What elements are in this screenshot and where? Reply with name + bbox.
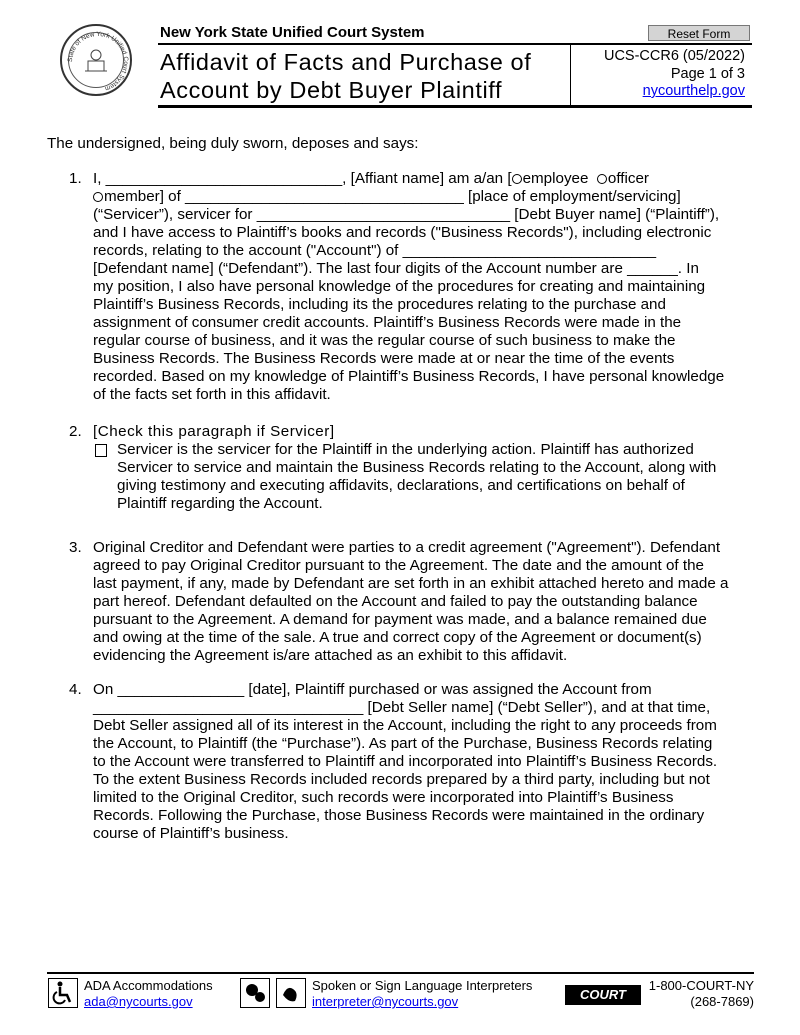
p3-line: agreed to pay Original Creditor pursuant to the Agreement. The date and the amount of the bbox=[93, 557, 704, 574]
wheelchair-icon bbox=[48, 978, 78, 1008]
header-rule-top bbox=[158, 43, 752, 45]
form-info bbox=[604, 48, 745, 101]
footer-rule bbox=[47, 972, 754, 974]
p2-line: Servicer is the servicer for the Plaintiff in the underlying action. Plaintiff has authorized bbox=[117, 441, 694, 458]
paragraph-4 bbox=[69, 681, 754, 843]
p1-line: my position, I also have personal knowledge of the procedures for creating and maintaining bbox=[93, 278, 706, 295]
p3-line: Original Creditor and Defendant were parties to a credit agreement ("Agreement"). Defendant bbox=[93, 539, 721, 556]
title-line-1: Affidavit of Facts and Purchase of bbox=[160, 49, 532, 75]
intro-text: The undersigned, being duly sworn, deposes and says: bbox=[47, 135, 419, 152]
p4-line: On _______________ [date], Plaintiff purchased or was assigned the Account from bbox=[93, 681, 652, 698]
ada-email-link[interactable]: ada@nycourts.gov bbox=[84, 994, 193, 1009]
phone-block bbox=[649, 978, 754, 1010]
paragraph-number: 1. bbox=[69, 170, 82, 187]
p3-line: part hereof. Defendant defaulted on the Account and failed to pay the outstanding balance bbox=[93, 593, 698, 610]
paragraph-number: 2. bbox=[69, 423, 82, 440]
interpreter-email-link[interactable]: interpreter@nycourts.gov bbox=[312, 994, 459, 1009]
servicer-checkbox[interactable] bbox=[95, 444, 107, 457]
p1-line: I, ____________________________, [Affiant name] am a/an [ bbox=[93, 170, 512, 187]
p1-line: _________________________________ [place of employment/servicing] bbox=[185, 188, 681, 205]
reset-form-button[interactable]: Reset Form bbox=[648, 25, 750, 41]
paragraph-2 bbox=[69, 423, 754, 513]
p1-line: [Defendant name] (“Defendant”). The last four digits of the Account number are ______. In bbox=[93, 260, 699, 277]
header-rule-bottom bbox=[158, 105, 752, 108]
p2-line: Plaintiff regarding the Account. bbox=[117, 495, 323, 512]
interpreter-icon bbox=[240, 978, 270, 1008]
p4-line: Debt Seller assigned all of its interest in the Account, including the right to any proceeds from bbox=[93, 717, 717, 734]
p2-line: giving testimony and executing affidavits, declarations, and certifications on behalf of bbox=[117, 477, 685, 494]
sign-language-icon bbox=[276, 978, 306, 1008]
ada-block bbox=[84, 978, 213, 1010]
employee-label: employee bbox=[522, 170, 589, 187]
member-radio[interactable] bbox=[93, 192, 103, 202]
p1-line: records, relating to the account ("Account") of ______________________________ bbox=[93, 242, 657, 259]
p1-line: of the facts set forth in this affidavit. bbox=[93, 386, 331, 403]
svg-text:State of New York Unified Cour bbox=[67, 31, 129, 92]
paragraph-number: 3. bbox=[69, 539, 82, 556]
form-number: UCS-CCR6 (05/2022) bbox=[603, 48, 745, 64]
courthelp-logo: COURT Help bbox=[565, 985, 641, 1005]
p4-line: To the extent Business Records included records prepared by a third party, including but not bbox=[93, 771, 710, 788]
p1-line: assignment of consumer credit accounts. Plaintiff’s Business Records were made in the bbox=[93, 314, 682, 331]
p3-line: and owing at the time of the sale. A true and correct copy of the Agreement or document(s) bbox=[93, 629, 702, 646]
website-link[interactable]: nycourthelp.gov bbox=[642, 83, 745, 99]
p2-line: Servicer to service and maintain the Business Records relating to the Account, along with bbox=[117, 459, 717, 476]
employee-radio[interactable] bbox=[512, 174, 522, 184]
p1-line: (“Servicer”), servicer for ______________________________ [Debt Buyer name] (“Plaintiff”), bbox=[93, 206, 720, 223]
paragraph-number: 4. bbox=[69, 681, 82, 698]
officer-label: officer bbox=[607, 170, 649, 187]
p4-line: limited to the Original Creditor, such records were incorporated into Plaintiff’s Business bbox=[93, 789, 674, 806]
paragraph-1 bbox=[69, 170, 754, 404]
officer-radio[interactable] bbox=[597, 174, 607, 184]
ada-label: ADA Accommodations bbox=[84, 978, 213, 993]
p1-line: and I have access to Plaintiff’s books and records ("Business Records"), including electronic bbox=[93, 224, 712, 241]
p4-line: course of Plaintiff’s business. bbox=[93, 825, 289, 842]
p1-line: regular course of business, and it was the regular course of such business to make the bbox=[93, 332, 676, 349]
p3-line: evidencing the Agreement is/are attached as an exhibit to this affidavit. bbox=[93, 647, 568, 664]
member-label: member] of bbox=[104, 188, 181, 205]
interpreter-label: Spoken or Sign Language Interpreters bbox=[312, 978, 533, 993]
phone-number: (268-7869) bbox=[690, 994, 754, 1009]
title-line-2: Account by Debt Buyer Plaintiff bbox=[160, 77, 503, 103]
seal-text: State of New York Unified Court System bbox=[66, 30, 130, 92]
p4-line: ________________________________ [Debt Seller name] (“Debt Seller”), and at that time, bbox=[93, 699, 711, 716]
p3-line: last payment, if any, made by Defendant are set forth in an exhibit attached hereto and made a bbox=[93, 575, 729, 592]
p1-line: Business Records. The Business Records were made at or near the time of the events bbox=[93, 350, 675, 367]
p3-line: pursuant to the Agreement. A demand for payment was made, and a balance remained due bbox=[93, 611, 707, 628]
p4-line: to the Account were transferred to Plaintiff and incorporated into Plaintiff’s Business Records. bbox=[93, 753, 718, 770]
p4-line: the Account, to Plaintiff (the “Purchase”). As part of the Purchase, Business Records relating bbox=[93, 735, 713, 752]
p1-line: Plaintiff’s Business Records, including its the procedures relating to the purchase and bbox=[93, 296, 666, 313]
header-divider bbox=[570, 44, 571, 106]
interpreter-block bbox=[312, 978, 532, 1010]
system-name: New York State Unified Court System bbox=[160, 24, 425, 41]
page-number: Page 1 of 3 bbox=[670, 65, 745, 82]
paragraph-3 bbox=[69, 539, 754, 665]
phone-label: 1-800-COURT-NY bbox=[648, 978, 754, 993]
form-title bbox=[160, 48, 570, 104]
p4-line: Records. Following the Purchase, those Business Records were maintained in the ordinary bbox=[93, 807, 705, 824]
servicer-instruction: [Check this paragraph if Servicer] bbox=[93, 423, 335, 440]
p1-line: recorded. Based on my knowledge of Plaintiff’s Business Records, I have personal knowledge bbox=[93, 368, 725, 385]
court-seal-icon bbox=[60, 24, 132, 96]
